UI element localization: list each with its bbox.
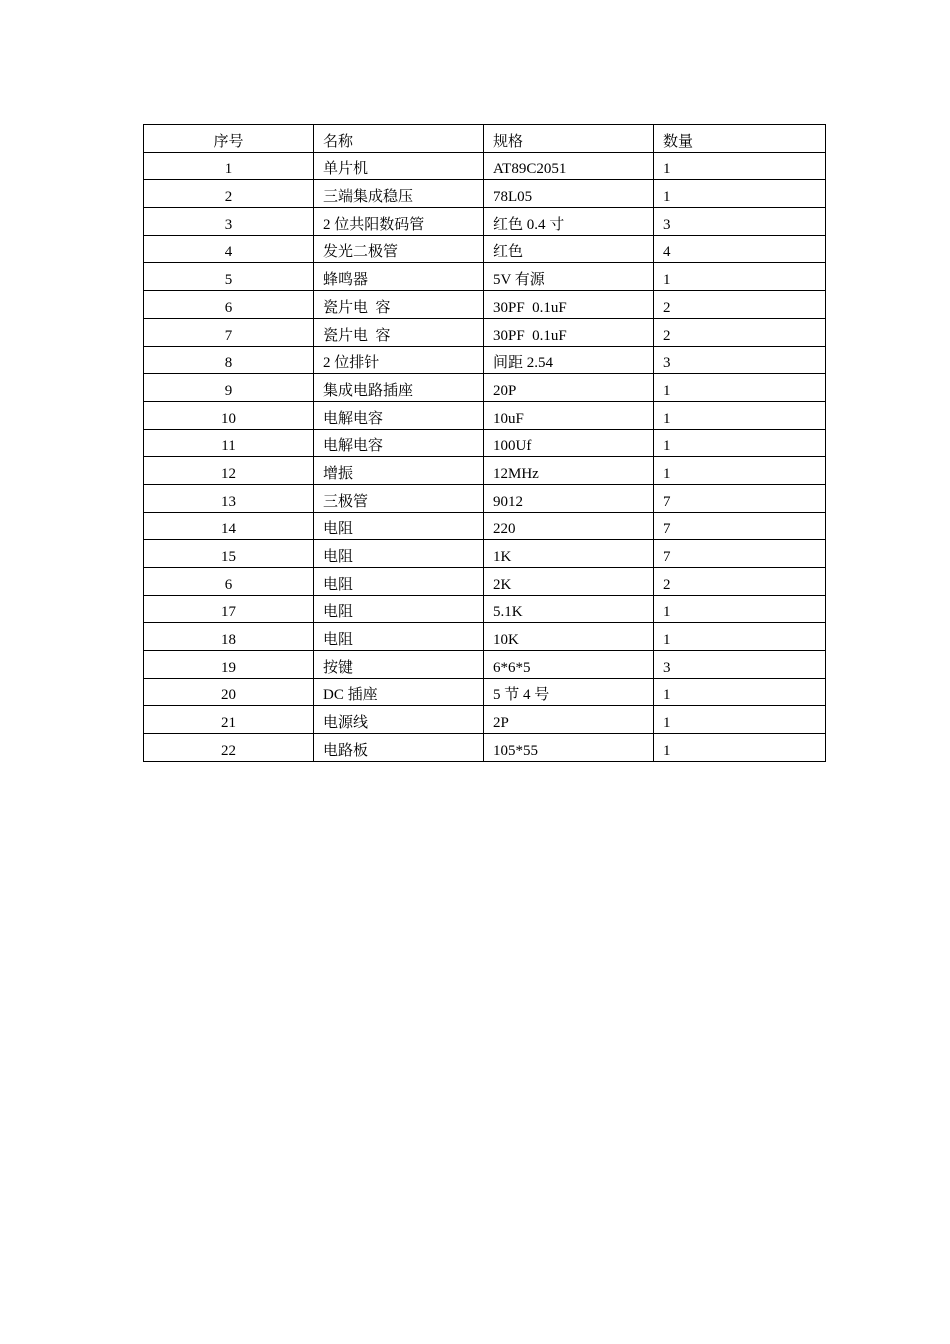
cell-name: 瓷片电 容 (314, 318, 484, 346)
cell-spec: 2K (484, 568, 654, 596)
table-row (144, 152, 826, 180)
cell-quantity: 7 (654, 512, 826, 540)
cell-spec: 2P (484, 706, 654, 734)
cell-quantity: 3 (654, 346, 826, 374)
cell-spec: 5V 有源 (484, 263, 654, 291)
cell-quantity: 1 (654, 152, 826, 180)
table-header-row (144, 125, 826, 153)
cell-spec: 12MHz (484, 457, 654, 485)
table-row (144, 235, 826, 263)
cell-quantity: 3 (654, 208, 826, 236)
cell-index: 18 (144, 623, 314, 651)
cell-name: 电源线 (314, 706, 484, 734)
cell-name: 2 位排针 (314, 346, 484, 374)
table-row (144, 318, 826, 346)
header-spec: 规格 (484, 125, 654, 153)
cell-spec: 5 节 4 号 (484, 678, 654, 706)
cell-spec: 红色 0.4 寸 (484, 208, 654, 236)
cell-index: 2 (144, 180, 314, 208)
table-row (144, 706, 826, 734)
cell-spec: 9012 (484, 484, 654, 512)
cell-name: 三端集成稳压 (314, 180, 484, 208)
cell-index: 4 (144, 235, 314, 263)
table-row (144, 291, 826, 319)
cell-index: 6 (144, 568, 314, 596)
table-row (144, 429, 826, 457)
table-row (144, 401, 826, 429)
cell-spec: AT89C2051 (484, 152, 654, 180)
cell-name: 电路板 (314, 734, 484, 762)
cell-spec: 间距 2.54 (484, 346, 654, 374)
cell-quantity: 1 (654, 706, 826, 734)
table-body (144, 152, 826, 761)
cell-quantity: 1 (654, 401, 826, 429)
cell-index: 7 (144, 318, 314, 346)
cell-index: 9 (144, 374, 314, 402)
cell-index: 13 (144, 484, 314, 512)
cell-index: 14 (144, 512, 314, 540)
cell-quantity: 1 (654, 180, 826, 208)
table-row (144, 457, 826, 485)
cell-name: 瓷片电 容 (314, 291, 484, 319)
cell-quantity: 1 (654, 457, 826, 485)
cell-name: 电解电容 (314, 429, 484, 457)
cell-index: 22 (144, 734, 314, 762)
cell-index: 6 (144, 291, 314, 319)
cell-index: 15 (144, 540, 314, 568)
table-row (144, 540, 826, 568)
cell-index: 10 (144, 401, 314, 429)
table-row (144, 623, 826, 651)
cell-quantity: 4 (654, 235, 826, 263)
table-row (144, 595, 826, 623)
cell-quantity: 1 (654, 678, 826, 706)
cell-index: 21 (144, 706, 314, 734)
table-row (144, 568, 826, 596)
header-name: 名称 (314, 125, 484, 153)
cell-quantity: 1 (654, 734, 826, 762)
cell-spec: 6*6*5 (484, 651, 654, 679)
cell-spec: 220 (484, 512, 654, 540)
parts-list-table (143, 124, 826, 762)
cell-name: 电阻 (314, 595, 484, 623)
cell-index: 17 (144, 595, 314, 623)
cell-spec: 10K (484, 623, 654, 651)
cell-index: 19 (144, 651, 314, 679)
table-row (144, 734, 826, 762)
cell-index: 11 (144, 429, 314, 457)
table-row (144, 512, 826, 540)
cell-quantity: 2 (654, 318, 826, 346)
cell-quantity: 1 (654, 374, 826, 402)
cell-spec: 105*55 (484, 734, 654, 762)
cell-name: 单片机 (314, 152, 484, 180)
table-row (144, 208, 826, 236)
cell-spec: 30PF 0.1uF (484, 291, 654, 319)
table-row (144, 374, 826, 402)
cell-spec: 30PF 0.1uF (484, 318, 654, 346)
cell-name: 电阻 (314, 512, 484, 540)
cell-quantity: 1 (654, 623, 826, 651)
cell-quantity: 7 (654, 484, 826, 512)
cell-index: 8 (144, 346, 314, 374)
cell-spec: 1K (484, 540, 654, 568)
table-row (144, 180, 826, 208)
cell-index: 3 (144, 208, 314, 236)
cell-spec: 5.1K (484, 595, 654, 623)
cell-name: 按键 (314, 651, 484, 679)
table-row (144, 263, 826, 291)
cell-index: 5 (144, 263, 314, 291)
cell-quantity: 1 (654, 429, 826, 457)
table-row (144, 484, 826, 512)
cell-name: 电阻 (314, 568, 484, 596)
cell-quantity: 2 (654, 291, 826, 319)
cell-name: 蜂鸣器 (314, 263, 484, 291)
cell-name: 增振 (314, 457, 484, 485)
cell-spec: 红色 (484, 235, 654, 263)
cell-quantity: 1 (654, 595, 826, 623)
header-quantity: 数量 (654, 125, 826, 153)
table-row (144, 678, 826, 706)
cell-index: 20 (144, 678, 314, 706)
cell-name: 三极管 (314, 484, 484, 512)
table-row (144, 651, 826, 679)
header-index: 序号 (144, 125, 314, 153)
cell-name: DC 插座 (314, 678, 484, 706)
cell-spec: 10uF (484, 401, 654, 429)
cell-name: 电解电容 (314, 401, 484, 429)
cell-name: 发光二极管 (314, 235, 484, 263)
cell-name: 电阻 (314, 540, 484, 568)
cell-spec: 100Uf (484, 429, 654, 457)
cell-quantity: 3 (654, 651, 826, 679)
cell-quantity: 1 (654, 263, 826, 291)
cell-spec: 78L05 (484, 180, 654, 208)
cell-index: 1 (144, 152, 314, 180)
cell-name: 2 位共阳数码管 (314, 208, 484, 236)
cell-index: 12 (144, 457, 314, 485)
cell-name: 电阻 (314, 623, 484, 651)
cell-name: 集成电路插座 (314, 374, 484, 402)
cell-spec: 20P (484, 374, 654, 402)
table-row (144, 346, 826, 374)
cell-quantity: 2 (654, 568, 826, 596)
cell-quantity: 7 (654, 540, 826, 568)
